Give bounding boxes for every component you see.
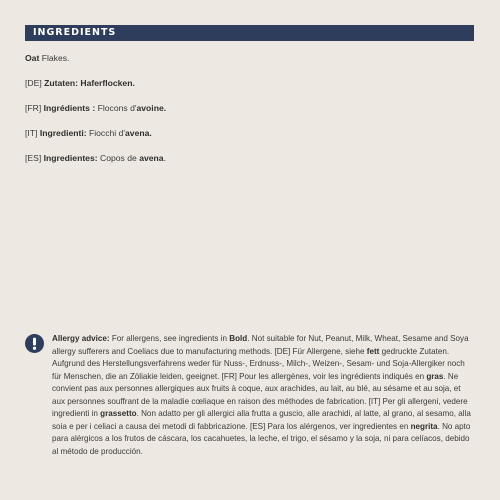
bold-text-run: avoine. bbox=[136, 103, 167, 113]
allergy-advice-text bbox=[52, 333, 472, 458]
text-run: Fiocchi d' bbox=[86, 128, 126, 138]
ingredient-line-en bbox=[25, 52, 475, 64]
bold-text-run: fett bbox=[366, 346, 380, 356]
ingredient-line-de bbox=[25, 77, 475, 89]
text-run: . Not suitable for Nut, Peanut, Milk, Wheat, Sesame and Soya allergy sufferers and Coeliacs due to manufacturing methods. [DE] Für Allergene, siehe bbox=[52, 334, 469, 356]
bold-text-run: gras bbox=[426, 371, 444, 381]
text-run: . No apto para alérgicos a los frutos de cáscara, los cacahuetes, la leche, el trigo, el sésamo y la soja, ni para celíacos, debido al método de producción. bbox=[52, 421, 471, 456]
text-run: [IT] bbox=[25, 128, 40, 138]
bold-text-run: Ingredienti: bbox=[39, 128, 87, 138]
bold-text-run: Allergy advice: bbox=[52, 334, 110, 343]
text-run: [DE] bbox=[25, 78, 45, 88]
text-run: Flakes. bbox=[39, 53, 70, 63]
section-title: INGREDIENTS bbox=[33, 27, 117, 38]
bold-text-run: Oat bbox=[25, 53, 40, 63]
bold-text-run: grassetto bbox=[100, 409, 137, 418]
ingredients-header-bar bbox=[25, 25, 474, 41]
text-run: . bbox=[163, 153, 166, 163]
bold-text-run: avena. bbox=[125, 128, 152, 138]
bold-text-run: negrita bbox=[410, 421, 438, 431]
bold-text-run: avena bbox=[139, 153, 164, 163]
text-run: . Non adatto per gli allergici alla frutta a guscio, alle arachidi, al latte, al grano, al sesamo, alla soia e per i celiaci a causa dei metodi di fabbricazione. [ES] Para los alérgenos, ver ingredientes en bbox=[52, 409, 471, 431]
text-run: For allergens, see ingredients in bbox=[109, 334, 230, 343]
allergy-advice bbox=[25, 333, 475, 458]
bold-text-run: Ingrédients : bbox=[43, 103, 96, 113]
text-run: Flocons d' bbox=[95, 103, 137, 113]
exclamation-circle-icon bbox=[25, 334, 44, 353]
text-run: Copos de bbox=[97, 153, 140, 163]
text-run: . Ne convient pas aux personnes allergiques aux fruits à coque, aux arachides, au lait, au blé, au sésame et au soja, et aux personnes souffrant de la maladie cœliaque en raison des méthodes de fabrication. [IT] Per gli allergeni, vedere ingredienti in bbox=[52, 371, 468, 418]
bold-text-run: Ingredientes: bbox=[43, 153, 98, 163]
text-run: [FR] bbox=[25, 103, 44, 113]
ingredient-line-it bbox=[25, 127, 475, 139]
ingredient-line-es bbox=[25, 152, 475, 164]
text-run: [ES] bbox=[25, 153, 44, 163]
ingredients-list bbox=[25, 52, 475, 177]
text-run: gedruckte Zutaten. Aufgrund des Herstellungsverfahrens weder für Nuss-, Erdnuss-, Milch-, Weizen-, Sesam- und Soja-Allergiker noch für Menschen, die an Zöliakie leiden, geeignet. [FR] Pour les allergènes, voir les ingrédients indiqués en bbox=[52, 346, 465, 381]
bold-text-run: Zutaten: Haferflocken. bbox=[44, 78, 135, 88]
bold-text-run: Bold bbox=[229, 334, 248, 343]
ingredient-line-fr bbox=[25, 102, 475, 114]
